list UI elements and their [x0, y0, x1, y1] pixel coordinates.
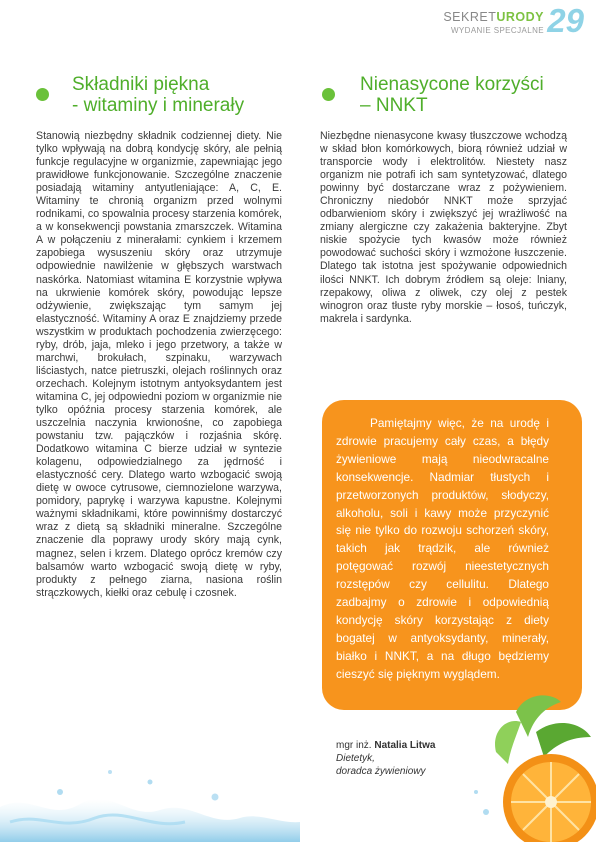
author-prefix: mgr inż. — [336, 740, 372, 751]
author-role-1: Dietetyk, — [336, 753, 375, 764]
left-paragraph: Stanowią niezbędny składnik codziennej diety. Nie tylko wpływają na dobrą kondycję skóry, ale pełnią funkcje regulacyjne w organizmie, zapewniając jego prawidłowe funkcjonowanie. Szczególne znaczenie posiadają witaminy antyutleniające: A, C, E. Witaminy te chronią organizm przed wolnymi rodnikami, co spowalnia procesy starzenia komórek, a w konsekwencji powstania zmarszczek. Witamina A w połączeniu z minerałami: cynkiem i krzemem zapobiega wysuszeniu skóry oraz utrzymuje odpowiednie nawilżenie w głębszych warstwach naskórka. Natomiast witamina E korzystnie wpływa na ukrwienie komórek skóry, powodując lepsze odżywienie, zwiększając tym samym jej elastyczność. Witaminy A oraz E znajdziemy przede wszystkim w produktach pochodzenia zwierzęcego: ryby, drób, jaja, mleko i jego przetwory, a także w marchwi, brokułach, szpinaku, warzywach liściastych, natce pietruszki, olejach roślinnych oraz orzechach. Kolejnym istotnym antyoksydantem jest witamina C, jej odpowiedni poziom w organizmie nie tylko opóźnia procesy starzenia komórek, ale uszczelnia naczynia krwionośne, co zapobiega powstaniu tzw. pajączków i rozjaśnia skórę. Dodatkowo witamina C bierze udział w syntezie kolagenu, odpowiedzialnego za jędrność i elastyczność cery. Dlatego warto wzbogacić swoją dietę w owoce cytrusowe, ciemnozielone warzywa, pomidory, paprykę i warzywa kapustne. Kolejnymi ważnymi składnikami, które powinniśmy dostarczyć wraz z dietą są składniki mineralne. Szczególne znaczenie dla poprawy urody skóry mają cynk, magnez, selen i krzem. Dlatego oprócz kremów czy balsamów warto wzbogacić swoją dietę w ryby, produkty z pełnego ziarna, nasiona roślin strączkowych, kiełki oraz cebulę i czosnek. — [36, 130, 282, 599]
page-number: 29 — [547, 2, 584, 39]
author-role-2: doradca żywieniowy — [336, 766, 426, 777]
callout-paragraph: Pamiętajmy więc, że na urodę i zdrowie pracujemy cały czas, a błędy żywieniowe mają nieodwracalne konsekwencje. Nadmiar tłustych i przetworzonych produktów, słodyczy, alkoholu, soli i kawy może przyczynić się nie tylko do rozwoju schorzeń skóry, takich jak trądzik, ale również potęgować rozwój nieestetycznych rozstępów czy cellulitu. Dlatego zadbajmy o zdrowie i odpowiednią kondycję skóry korzystając z diety bogatej w antyoksydanty, minerały, białko i NNKT, a na długo będziemy cieszyć się pięknym wyglądem. — [336, 416, 549, 681]
callout-text — [336, 415, 549, 684]
right-paragraph: Niezbędne nienasycone kwasy tłuszczowe wchodzą w skład błon komórkowych, biorą również udział w transporcie wody i elektrolitów. Niestety nasz organizm nie potrafi ich sam syntetyzować, dlatego powinny być dostarczane wraz z pożywieniem. Chroniczny niedobór NNKT może sprzyjać odbarwieniom skóry i zwiększyć jej wrażliwość na zmiany alergiczne czy zakażenia bakteryjne. Zbyt niskie spożycie tych kwasów może również powodować suchości skóry i wzmożone łuszczenie. Dlatego tak istotna jest spożywanie odpowiednich ilości NNKT. Ich dobrym źródłem są oleje: lniany, rzepakowy, oliwa z oliwek, czy olej z pestek winogron oraz tłuste ryby morskie – łosoś, tuńczyk, makrela i sardynka. — [320, 130, 567, 325]
brand-part-2: URODY — [496, 10, 544, 24]
magazine-brand — [443, 10, 544, 24]
water-splash-image — [0, 752, 300, 842]
right-section-title — [360, 74, 544, 116]
right-article-text — [320, 130, 567, 326]
edition-label: WYDANIE SPECJALNE — [450, 26, 544, 35]
author-name: Natalia Litwa — [374, 740, 436, 751]
author-signature — [336, 739, 435, 778]
left-article-text — [36, 130, 282, 600]
brand-part-1: SEKRET — [443, 10, 497, 24]
right-title-line-1: Nienasycone korzyści — [360, 74, 544, 95]
left-title-line-1: Składniki piękna — [72, 74, 210, 95]
left-section-title — [72, 74, 244, 116]
bullet-dot-right — [322, 88, 335, 101]
left-title-line-2: - witaminy i minerały — [72, 95, 245, 116]
orange-fruit-image — [456, 692, 596, 842]
page-header — [398, 2, 588, 40]
right-title-line-2: – NNKT — [360, 95, 428, 116]
bullet-dot-left — [36, 88, 49, 101]
